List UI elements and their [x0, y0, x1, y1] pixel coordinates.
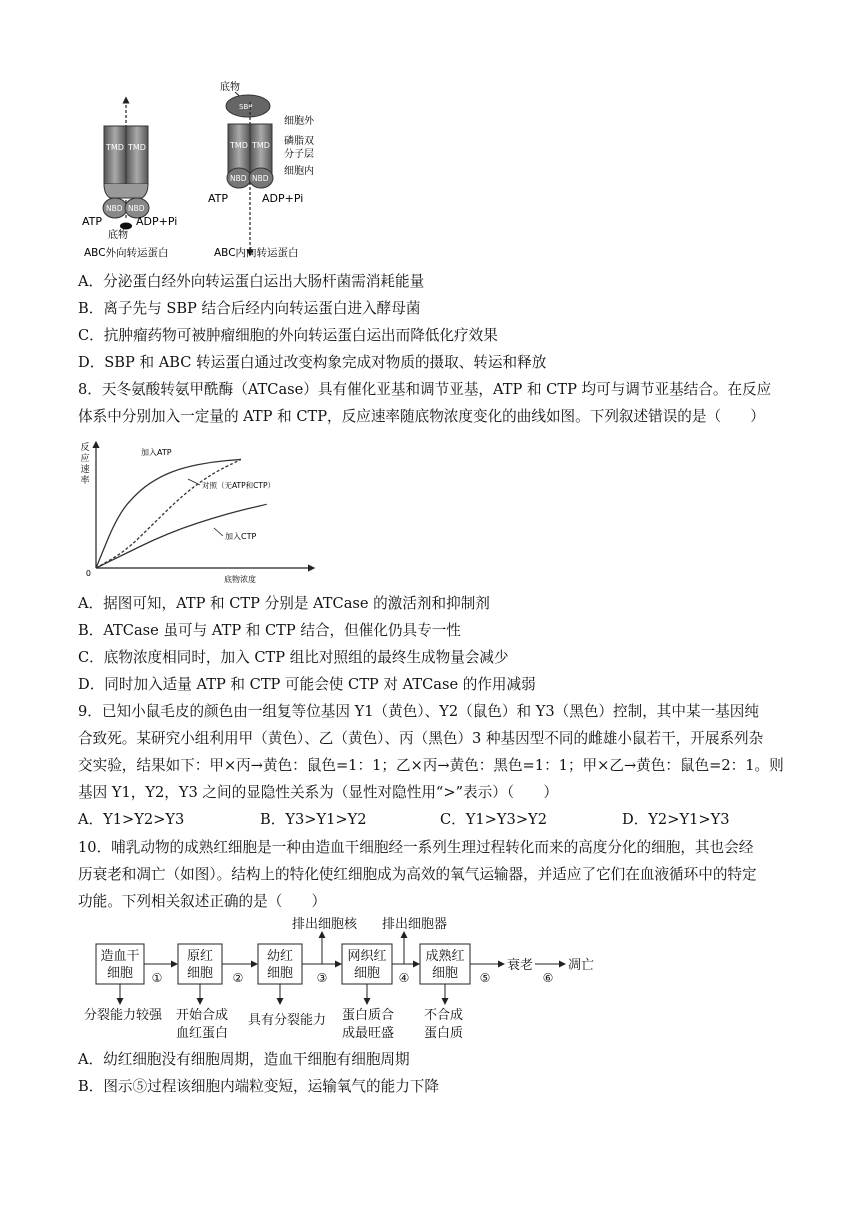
- abc-inward-transporter: [208, 80, 315, 259]
- q9-option-b: B．Y3>Y1>Y2: [260, 811, 367, 828]
- svg-text:TMD: TMD: [128, 143, 146, 152]
- svg-text:NBD: NBD: [230, 174, 247, 183]
- q9-stem-line-3: 交实验，结果如下：甲×丙→黄色：鼠色=1：1；乙×丙→黄色：黑色=1：1；甲×乙→黄色：鼠色=2：1。则: [78, 757, 784, 774]
- q7-option-b: B．离子先与 SBP 结合后经内向转运蛋白进入酵母菌: [78, 300, 421, 317]
- svg-text:底物: 底物: [108, 230, 128, 241]
- flow-box-erythroblast: [258, 944, 302, 984]
- flow-note-3: 具有分裂能力: [248, 1013, 327, 1028]
- flow-note-5: 不合成: [424, 1008, 464, 1023]
- flow-note-4: 蛋白质合: [342, 1008, 395, 1023]
- q10-option-b: B．图示⑤过程该细胞内端粒变短，运输氧气的能力下降: [78, 1078, 439, 1095]
- q8-option-c: C．底物浓度相同时，加入 CTP 组比对照组的最终生成物量会减少: [78, 649, 509, 666]
- abc-inward-label: ABC内向转运蛋白: [214, 247, 299, 259]
- svg-text:幼红: 幼红: [266, 949, 294, 964]
- y-axis-label: [80, 441, 89, 486]
- y-axis-label-char: 反: [80, 443, 90, 453]
- q9-option-d: D．Y2>Y1>Y3: [622, 811, 730, 828]
- flow-top-label-1: 排出细胞核: [292, 917, 358, 932]
- svg-text:蛋白质: 蛋白质: [424, 1026, 464, 1041]
- q9-stem-line-1: 9．已知小鼠毛皮的颜色由一组复等位基因 Y1（黄色）、Y2（鼠色）和 Y3（黑色）控制，其中某一基因纯: [78, 703, 759, 720]
- svg-text:ATP: ATP: [82, 215, 103, 228]
- origin-label: 0: [85, 569, 91, 578]
- abc-outward-transporter: [82, 100, 177, 259]
- substrate-icon: [120, 223, 132, 230]
- svg-text:血红蛋白: 血红蛋白: [176, 1026, 229, 1041]
- svg-text:⑤: ⑤: [479, 971, 491, 985]
- series-label-control: 对照（无ATP和CTP）: [202, 481, 275, 490]
- svg-text:成熟红: 成熟红: [425, 949, 465, 964]
- x-axis-label: 底物浓度: [224, 575, 256, 584]
- flow-box-reticulocyte: [342, 944, 392, 984]
- erythrocyte-flow-diagram: [80, 916, 640, 1046]
- svg-text:成最旺盛: 成最旺盛: [342, 1026, 395, 1041]
- flow-box-hsc: [96, 944, 144, 984]
- svg-text:NBD: NBD: [128, 204, 145, 213]
- svg-text:④: ④: [398, 971, 410, 985]
- svg-text:细胞: 细胞: [353, 966, 381, 981]
- series-label-ctp: 加入CTP: [225, 532, 257, 541]
- q8-option-a: A．据图可知，ATP 和 CTP 分别是 ATCase 的激活剂和抑制剂: [78, 595, 490, 612]
- q7-option-d: D．SBP 和 ABC 转运蛋白通过改变构象完成对物质的摄取、转运和释放: [78, 354, 547, 371]
- y-axis-label-char: 率: [80, 476, 90, 486]
- q9-option-a: A．Y1>Y2>Y3: [78, 811, 185, 828]
- svg-text:造血干: 造血干: [100, 949, 140, 964]
- svg-text:细胞: 细胞: [431, 966, 459, 981]
- svg-text:TMD: TMD: [252, 141, 270, 150]
- svg-text:NBD: NBD: [106, 204, 123, 213]
- svg-text:原红: 原红: [186, 949, 214, 964]
- svg-text:①: ①: [151, 971, 163, 985]
- flow-box-proerythroblast: [178, 944, 222, 984]
- flow-box-mature-rbc: [420, 944, 470, 984]
- q7-option-c: C．抗肿瘤药物可被肿瘤细胞的外向转运蛋白运出而降低化疗效果: [78, 327, 498, 344]
- svg-text:细胞内: 细胞内: [284, 166, 314, 177]
- flow-aging: 衰老: [507, 958, 534, 973]
- y-axis-label-char: 速: [80, 465, 90, 475]
- svg-text:ATP: ATP: [208, 192, 229, 205]
- q8-option-b: B．ATCase 虽可与 ATP 和 CTP 结合，但催化仍具专一性: [78, 622, 461, 639]
- q8-stem-line-1: 8．天冬氨酸转氨甲酰酶（ATCase）具有催化亚基和调节亚基，ATP 和 CTP 均可与调节亚基结合。在反应: [78, 381, 772, 398]
- svg-text:⑥: ⑥: [542, 971, 554, 985]
- q10-stem-line-2: 历衰老和凋亡（如图）。结构上的特化使红细胞成为高效的氧气运输器，并适应了它们在血液循环中的特定: [78, 866, 757, 883]
- y-axis-label-char: 应: [80, 454, 90, 464]
- svg-text:细胞: 细胞: [186, 966, 214, 981]
- svg-text:NBD: NBD: [252, 174, 269, 183]
- svg-text:底物: 底物: [220, 82, 240, 93]
- flow-note-1: 分裂能力较强: [84, 1008, 163, 1023]
- q10-stem-line-3: 功能。下列相关叙述正确的是（ ）: [78, 893, 327, 910]
- flow-top-label-2: 排出细胞器: [382, 917, 448, 932]
- svg-text:分子层: 分子层: [284, 149, 314, 160]
- svg-text:②: ②: [232, 971, 244, 985]
- q10-stem-line-1: 10．哺乳动物的成熟红细胞是一种由造血干细胞经一系列生理过程转化而来的高度分化的细胞，其也会经: [78, 839, 754, 856]
- svg-text:ADP+Pi: ADP+Pi: [262, 192, 304, 205]
- svg-text:③: ③: [316, 971, 328, 985]
- series-control-line: [96, 459, 241, 568]
- svg-text:细胞: 细胞: [106, 966, 134, 981]
- flow-note-2: 开始合成: [176, 1008, 229, 1023]
- svg-text:ADP+Pi: ADP+Pi: [136, 215, 178, 228]
- abc-transporter-figure: [70, 78, 350, 268]
- q9-stem-line-2: 合致死。某研究小组利用甲（黄色）、乙（黄色）、丙（黑色）3 种基因型不同的雌雄小鼠若干，开展系列杂: [78, 730, 764, 747]
- series-atp-line: [96, 459, 241, 568]
- flow-apoptosis: 凋亡: [568, 958, 595, 973]
- svg-text:SBP: SBP: [239, 103, 253, 111]
- series-label-atp: 加入ATP: [141, 448, 172, 457]
- svg-text:磷脂双: 磷脂双: [284, 136, 314, 147]
- svg-text:TMD: TMD: [230, 141, 248, 150]
- reaction-rate-chart: [74, 436, 324, 586]
- abc-outward-label: ABC外向转运蛋白: [84, 247, 169, 259]
- svg-text:细胞外: 细胞外: [284, 116, 314, 127]
- q10-option-a: A．幼红细胞没有细胞周期，造血干细胞有细胞周期: [78, 1051, 410, 1068]
- q8-stem-line-2: 体系中分别加入一定量的 ATP 和 CTP，反应速率随底物浓度变化的曲线如图。下列叙述错误的是（ ）: [78, 408, 765, 425]
- q7-option-a: A．分泌蛋白经外向转运蛋白运出大肠杆菌需消耗能量: [78, 273, 425, 290]
- svg-text:细胞: 细胞: [266, 966, 294, 981]
- q9-option-c: C．Y1>Y3>Y2: [440, 811, 547, 828]
- q8-option-d: D．同时加入适量 ATP 和 CTP 可能会使 CTP 对 ATCase 的作用减弱: [78, 676, 536, 693]
- svg-text:网织红: 网织红: [347, 949, 387, 964]
- svg-text:TMD: TMD: [106, 143, 124, 152]
- q9-stem-line-4: 基因 Y1，Y2，Y3 之间的显隐性关系为（显性对隐性用“>”表示）（ ）: [78, 784, 558, 801]
